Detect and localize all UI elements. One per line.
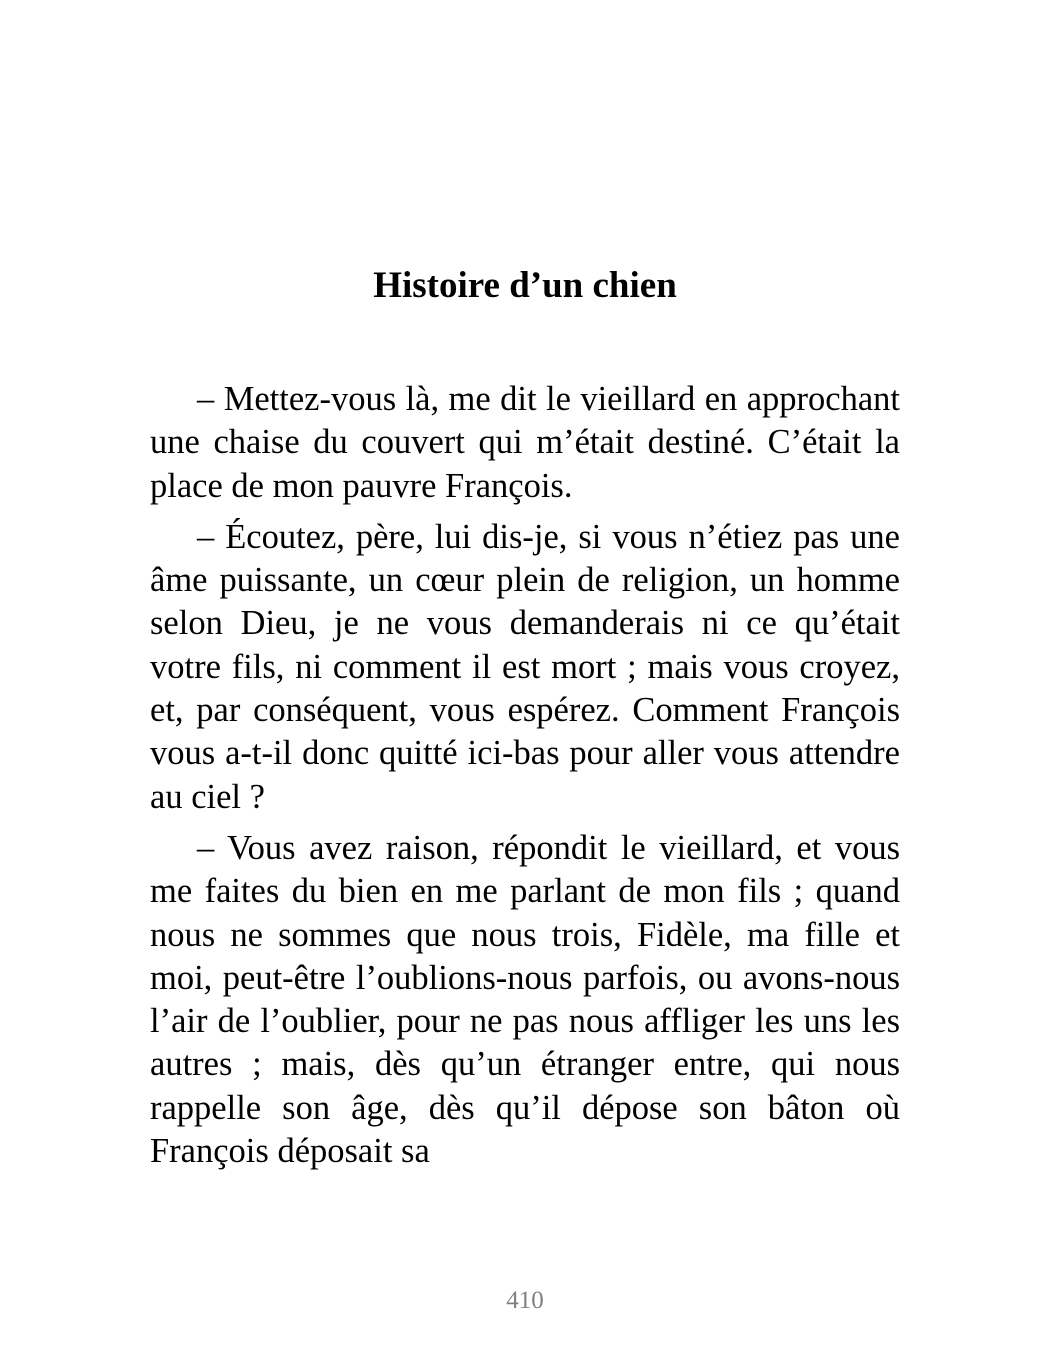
paragraph-3: – Vous avez raison, répondit le vieillard, et vous me faites du bien en me parlant de mon fils ; quand nous ne sommes que nous trois, Fidèle, ma fille et moi, peut-être l’oublions-nous parfois, ou avons-nous l’air de l’oublier, pour ne pas nous affliger les uns les autres ; mais, dès qu’un étranger entre, qui nous rappelle son âge, dès qu’il dépose son bâton où François déposait sa — [150, 828, 900, 1171]
paragraph-2: – Écoutez, père, lui dis-je, si vous n’étiez pas une âme puissante, un cœur plein de religion, un homme selon Dieu, je ne vous demanderais ni ce qu’était votre fils, ni comment il est mort ; mais vous croyez, et, par conséquent, vous espérez. Comment François vous a-t-il donc quitté ici-bas pour aller vous attendre au ciel ? — [150, 517, 900, 816]
body-text — [150, 378, 900, 1181]
paragraph-1: – Mettez-vous là, me dit le vieillard en approchant une chaise du couvert qui m’était destiné. C’était la place de mon pauvre François. — [150, 380, 900, 505]
page-number: 410 — [506, 1287, 544, 1314]
chapter-title: Histoire d’un chien — [373, 265, 677, 306]
